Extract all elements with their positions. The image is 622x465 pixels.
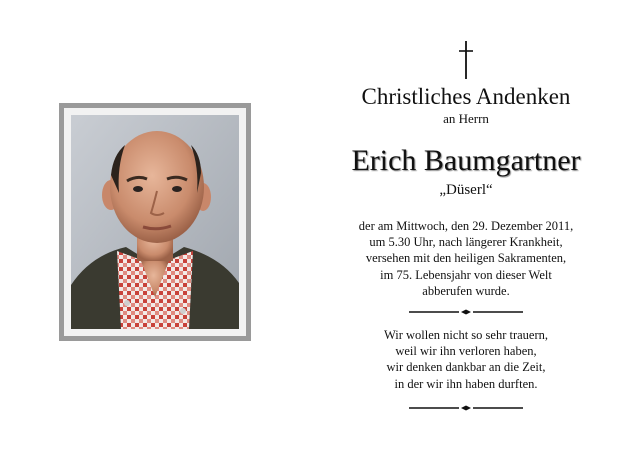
death-notice-line: um 5.30 Uhr, nach längerer Krankheit, — [369, 235, 563, 250]
death-notice-line: der am Mittwoch, den 29. Dezember 2011, — [358, 219, 574, 233]
deceased-nickname: „Düserl“ — [439, 182, 493, 198]
portrait-mat — [64, 108, 246, 336]
verse-line: weil wir ihn verloren haben, — [395, 344, 537, 359]
death-notice-line: abberufen wurde. — [422, 283, 510, 298]
card-heading: Christliches Andenken — [361, 84, 571, 109]
death-notice-line: versehen mit den heiligen Sakramenten, — [365, 251, 567, 266]
verse-line: in der wir ihn haben durften. — [394, 376, 538, 391]
verse-line: Wir wollen nicht so sehr trauern, — [383, 328, 549, 342]
death-notice-text — [330, 218, 602, 299]
verse-text — [330, 327, 602, 392]
portrait-photo — [71, 115, 239, 329]
verse-line: wir denken dankbar an die Zeit, — [386, 360, 546, 375]
divider-ornament-icon — [409, 405, 523, 411]
latin-cross-icon — [456, 40, 476, 80]
deceased-name: Erich Baumgartner — [351, 144, 581, 177]
portrait-frame — [59, 103, 251, 341]
card-subheading: an Herrn — [443, 111, 489, 126]
death-notice-line: im 75. Lebensjahr von dieser Welt — [380, 267, 552, 282]
divider-ornament-icon — [409, 309, 523, 315]
